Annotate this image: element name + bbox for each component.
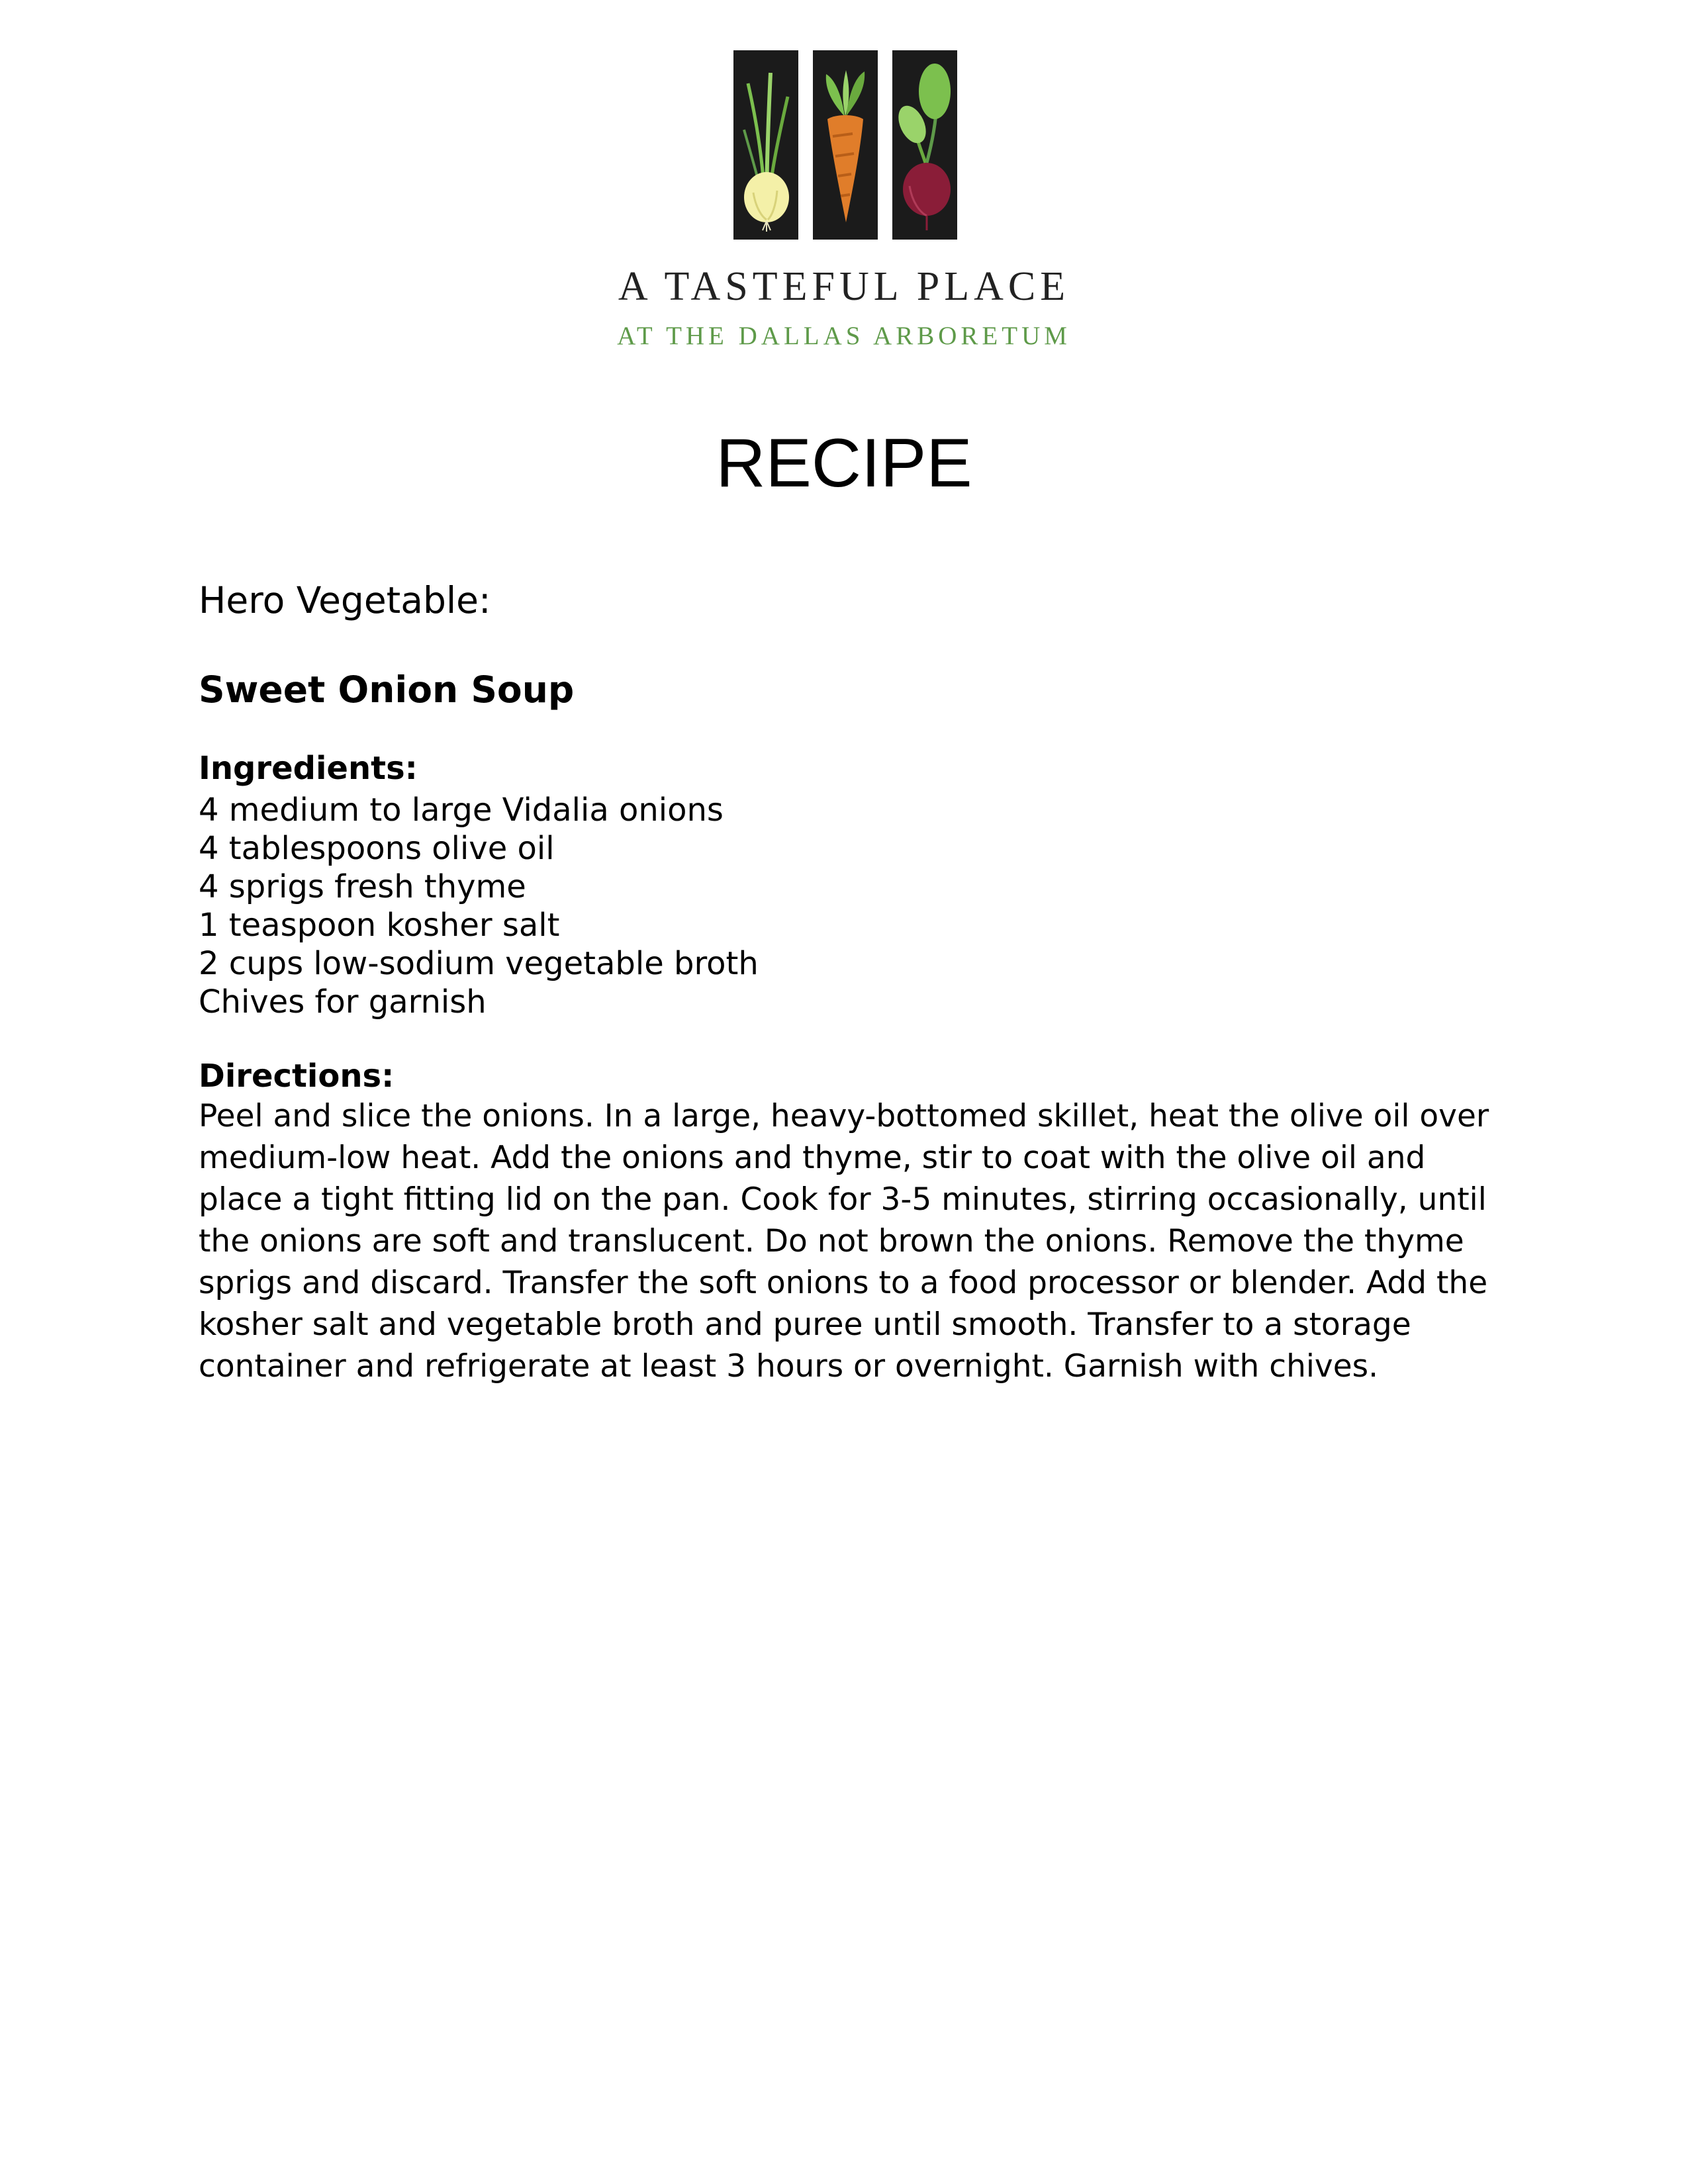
ingredient-item: 2 cups low-sodium vegetable broth	[199, 945, 759, 982]
ingredient-list	[199, 791, 759, 1021]
carrot-icon	[813, 50, 878, 240]
onion-icon	[733, 50, 798, 240]
ingredients-heading: Ingredients:	[199, 750, 418, 787]
directions-heading: Directions:	[199, 1058, 395, 1095]
ingredient-item: 4 sprigs fresh thyme	[199, 868, 526, 905]
directions-text: Peel and slice the onions. In a large, heavy-bottomed skillet, heat the olive oil over medium-low heat. Add the onions and thyme, stir to coat with the olive oil and place a tight fitting lid on the pan. Cook for 3-5 minutes, stirring occasionally, until the onions are soft and translucent. Do not brown the onions. Remove the thyme sprigs and discard. Transfer the soft onions to a food processor or blender. Add the kosher salt and vegetable broth and puree until smooth. Transfer to a storage container and refrigerate at least 3 hours or overnight. Garnish with chives.	[199, 1098, 1489, 1385]
brand-name: A TASTEFUL PLACE	[618, 264, 1070, 309]
recipe-name: Sweet Onion Soup	[199, 668, 575, 711]
brand-subtitle: AT THE DALLAS ARBORETUM	[617, 322, 1071, 350]
ingredient-item: 1 teaspoon kosher salt	[199, 907, 560, 944]
ingredient-item: 4 medium to large Vidalia onions	[199, 792, 724, 829]
logo-mark	[733, 50, 959, 240]
ingredient-item: 4 tablespoons olive oil	[199, 830, 555, 867]
page-title: RECIPE	[716, 425, 972, 502]
beet-icon	[892, 50, 957, 240]
hero-vegetable-label: Hero Vegetable:	[199, 579, 491, 621]
ingredient-item: Chives for garnish	[199, 983, 487, 1021]
